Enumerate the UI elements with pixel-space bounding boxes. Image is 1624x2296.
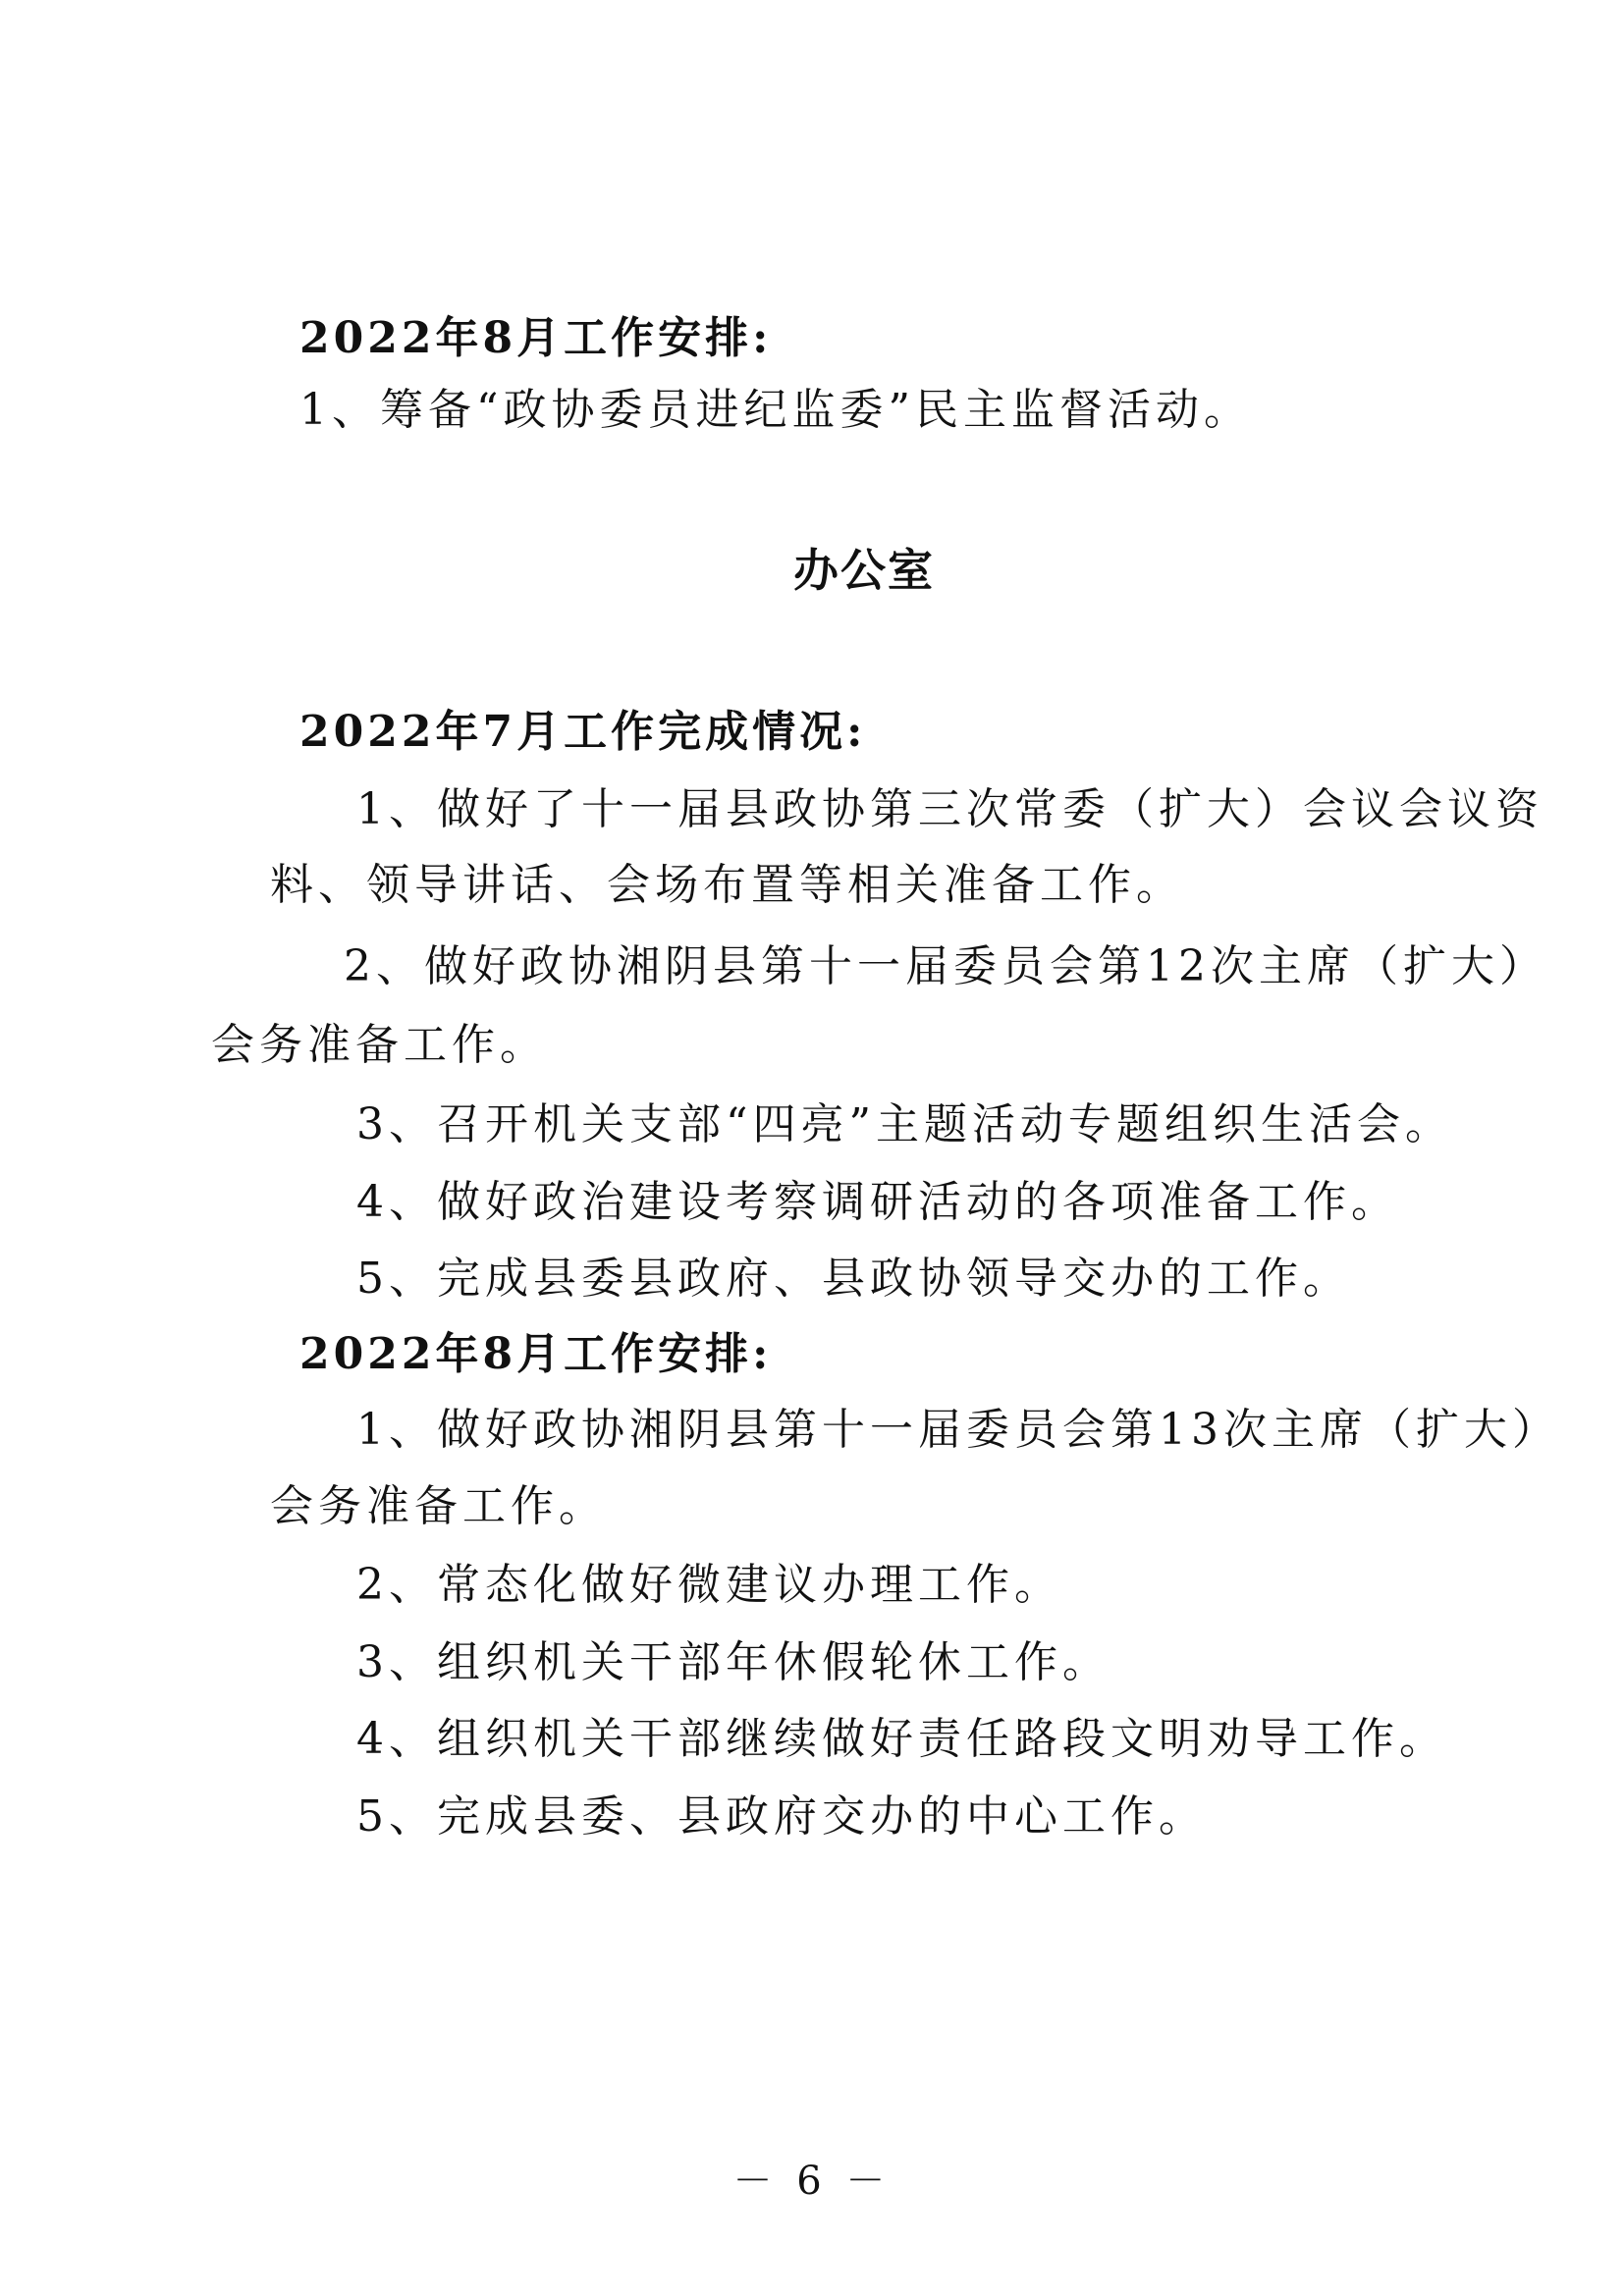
- august-plan-item-2: 2、常态化做好微建议办理工作。: [356, 1560, 1062, 1610]
- july-done-item-5: 5、完成县委县政府、县政协领导交办的工作。: [356, 1254, 1351, 1304]
- august-plan-item-1: 1、筹备“政协委员进纪监委”民主监督活动。: [299, 385, 1252, 435]
- july-done-item-1-line1: 1、做好了十一届县政协第三次常委（扩大）会议会议资: [356, 784, 1543, 834]
- august-plan-item-5: 5、完成县委、县政府交办的中心工作。: [356, 1791, 1207, 1842]
- july-done-item-2-line1: 2、做好政协湘阴县第十一届委员会第12次主席（扩大）: [344, 941, 1547, 991]
- august-plan-item-3: 3、组织机关干部年休假轮休工作。: [356, 1637, 1110, 1687]
- section-title-office: 办公室: [793, 544, 935, 597]
- july-done-item-4: 4、做好政治建设考察调研活动的各项准备工作。: [356, 1177, 1399, 1227]
- august-plan-item-1-line1: 1、做好政协湘阴县第十一届委员会第13次主席（扩大）: [356, 1405, 1560, 1455]
- page-number: － 6 －: [732, 2159, 892, 2204]
- august-plan-heading-1: 2022年8月工作安排:: [299, 313, 773, 363]
- july-done-item-3: 3、召开机关支部“四亮”主题活动专题组织生活会。: [356, 1099, 1453, 1149]
- august-plan-item-1-line2: 会务准备工作。: [270, 1481, 607, 1531]
- july-done-heading: 2022年7月工作完成情况:: [299, 707, 867, 757]
- july-done-item-1-line2: 料、领导讲话、会场布置等相关准备工作。: [270, 860, 1184, 910]
- august-plan-heading-2: 2022年8月工作安排:: [299, 1329, 773, 1379]
- july-done-item-2-line2: 会务准备工作。: [211, 1020, 548, 1070]
- august-plan-item-4: 4、组织机关干部继续做好责任路段文明劝导工作。: [356, 1714, 1447, 1764]
